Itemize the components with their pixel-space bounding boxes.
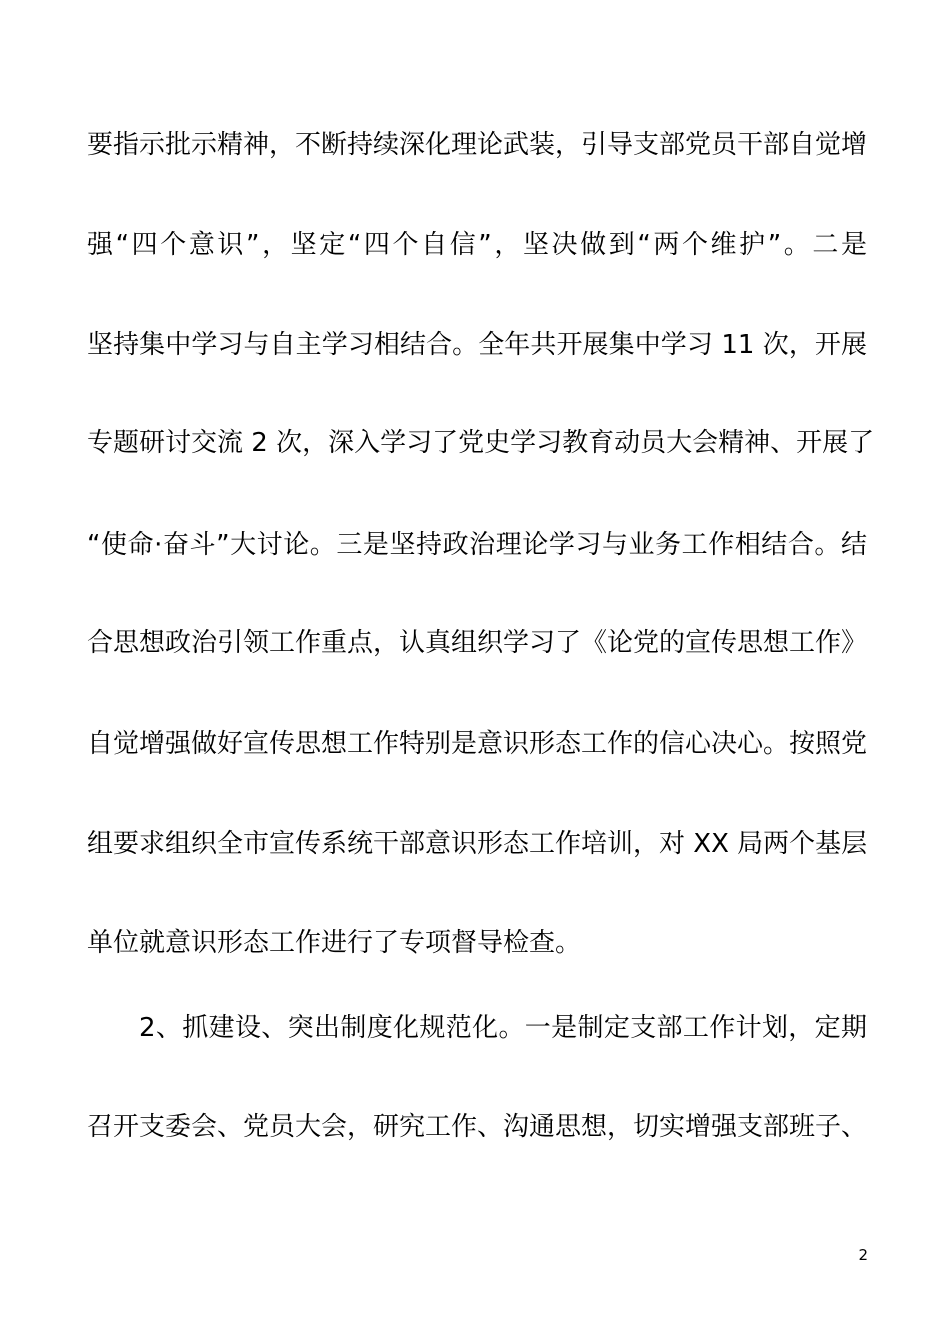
body-text-line-2: 强“四个意识”，坚定“四个自信”，坚决做到“两个维护”。二是 bbox=[87, 230, 867, 260]
body-text-line-11: 召开支委会、党员大会，研究工作、沟通思想，切实增强支部班子、 bbox=[87, 1112, 868, 1142]
body-text-line-9: 单位就意识形态工作进行了专项督导检查。 bbox=[87, 928, 582, 958]
body-text-line-8: 组要求组织全市宣传系统干部意识形态工作培训，对 XX 局两个基层 bbox=[87, 829, 868, 859]
body-text-line-6: 合思想政治引领工作重点，认真组织学习了《论党的宣传思想工作》 bbox=[87, 628, 868, 658]
body-text-line-5: “使命·奋斗”大讨论。三是坚持政治理论学习与业务工作相结合。结 bbox=[87, 530, 867, 560]
body-text-line-10: 2、抓建设、突出制度化规范化。一是制定支部工作计划，定期 bbox=[139, 1013, 867, 1043]
body-text-line-1: 要指示批示精神，不断持续深化理论武装，引导支部党员干部自觉增 bbox=[87, 130, 868, 160]
page-number: 2 bbox=[858, 1246, 868, 1264]
body-text-line-4: 专题研讨交流 2 次，深入学习了党史学习教育动员大会精神、开展了 bbox=[87, 428, 875, 458]
body-text-line-7: 自觉增强做好宣传思想工作特别是意识形态工作的信心决心。按照党 bbox=[87, 729, 868, 759]
body-text-line-3: 坚持集中学习与自主学习相结合。全年共开展集中学习 11 次，开展 bbox=[87, 330, 867, 360]
